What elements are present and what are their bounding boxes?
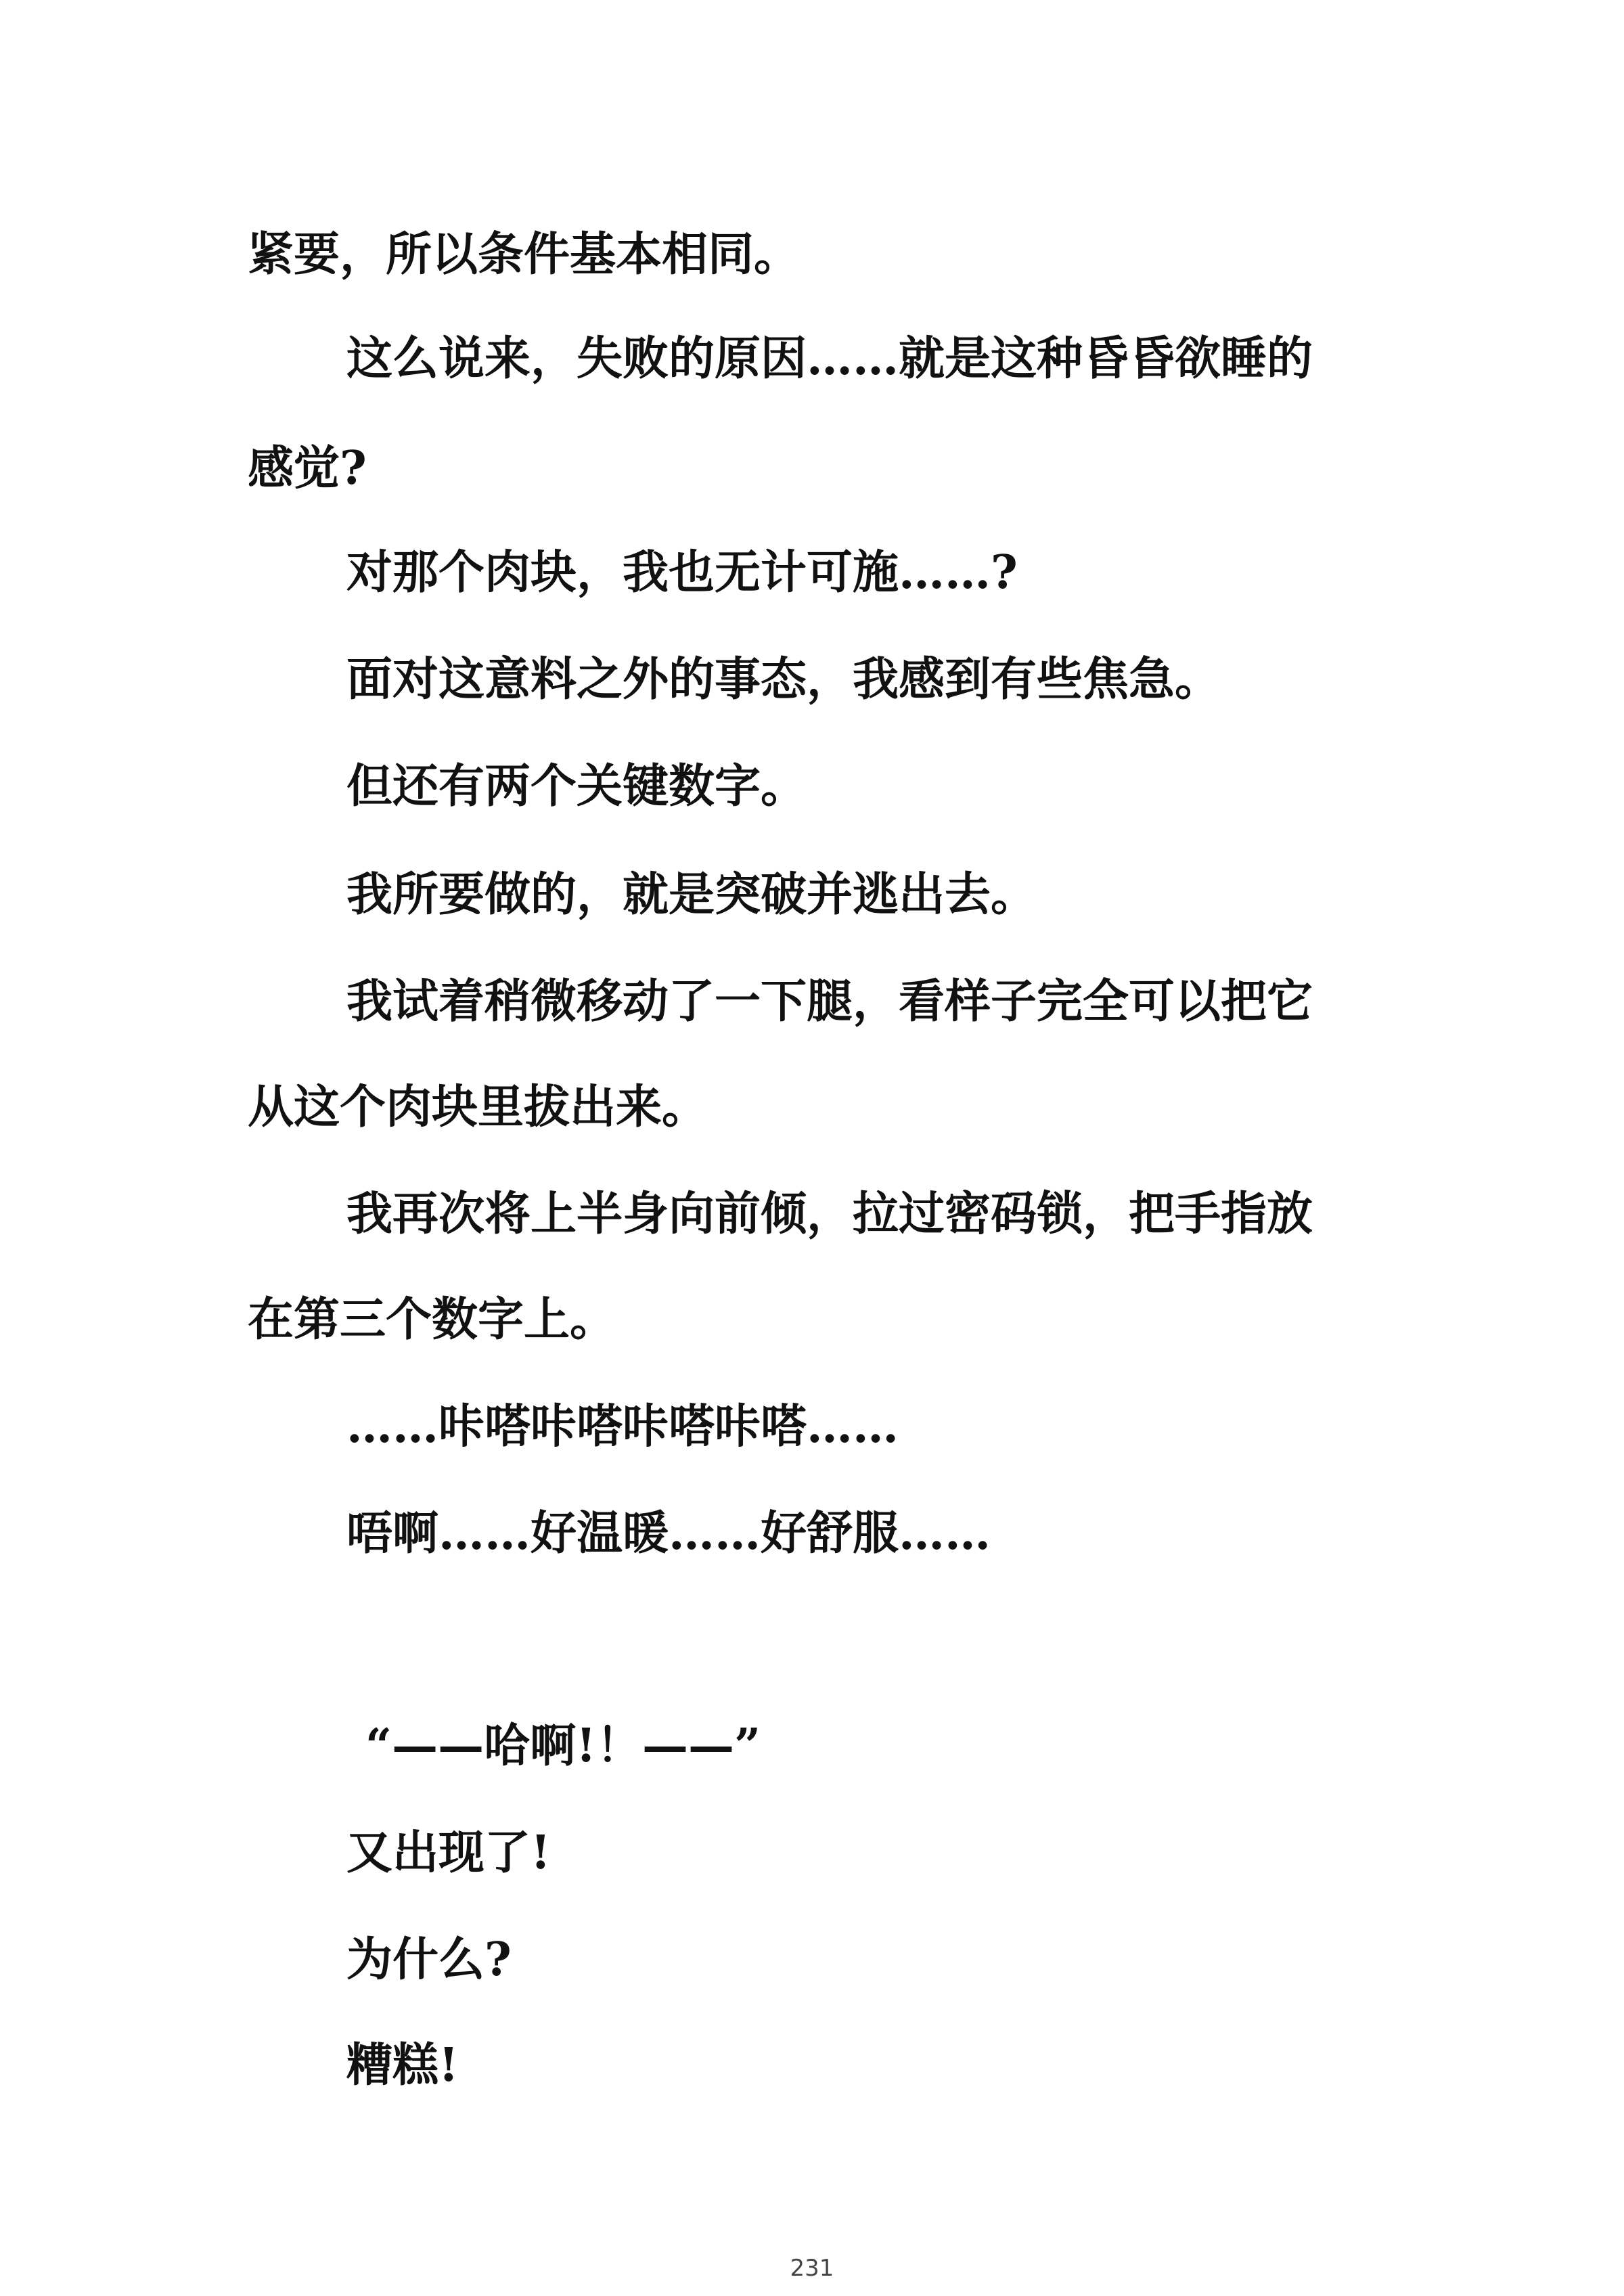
text-line-7: 我所要做的，就是突破并逃出去。: [346, 868, 1037, 922]
text-line-10: 我再次将上半身向前倾，拉过密码锁，把手指放: [346, 1187, 1313, 1241]
text-line-11: 在第三个数字上。: [248, 1292, 616, 1347]
text-line-14: “——哈啊!！——”: [365, 1719, 761, 1773]
page-number: 231: [790, 2255, 834, 2282]
text-line-3: 感觉?: [248, 441, 367, 495]
text-line-15: 又出现了!: [346, 1826, 551, 1880]
text-line-16: 为什么?: [346, 1933, 512, 1987]
text-line-4: 对那个肉块，我也无计可施……?: [346, 545, 1018, 600]
text-line-5: 面对这意料之外的事态，我感到有些焦急。: [346, 652, 1221, 706]
text-line-1: 紧要，所以条件基本相同。: [248, 227, 800, 282]
text-line-17: 糟糕!: [346, 2038, 459, 2092]
text-line-6: 但还有两个关键数字。: [346, 759, 807, 813]
text-line-2: 这么说来，失败的原因……就是这种昏昏欲睡的: [346, 332, 1313, 386]
text-line-8: 我试着稍微移动了一下腿，看样子完全可以把它: [346, 974, 1313, 1029]
text-line-12: ……咔嗒咔嗒咔嗒咔嗒……: [346, 1399, 899, 1454]
text-line-9: 从这个肉块里拔出来。: [248, 1080, 708, 1134]
text-line-13: 唔啊……好温暖……好舒服……: [346, 1506, 991, 1560]
